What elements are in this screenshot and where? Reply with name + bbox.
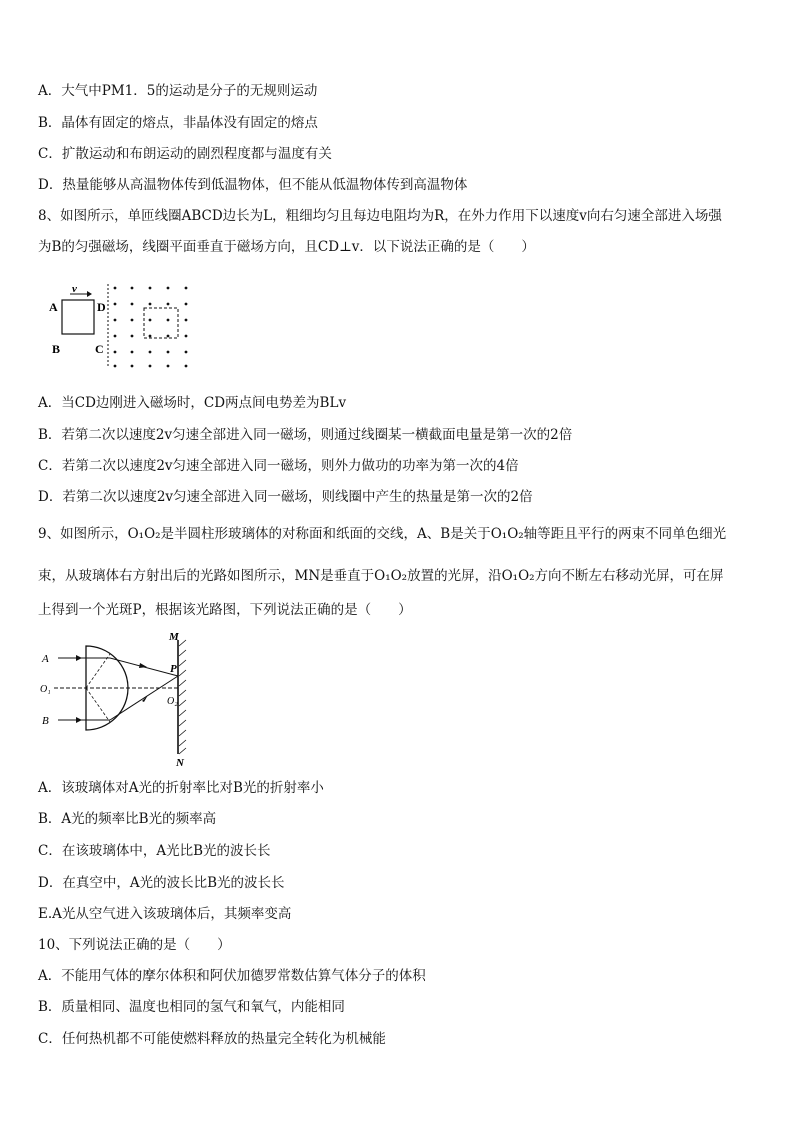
- label-A: A: [49, 300, 58, 314]
- q9-option-c: C．在该玻璃体中，A光比B光的波长长: [38, 843, 271, 859]
- q10-option-a: A．不能用气体的摩尔体积和阿伏加德罗常数估算气体分子的体积: [38, 968, 426, 984]
- q8-option-b: B．若第二次以速度2v匀速全部进入同一磁场，则通过线圈某一横截面电量是第一次的2倍: [38, 427, 573, 443]
- q10-stem: 10、下列说法正确的是（ ）: [38, 937, 231, 953]
- q9-stem-line1: 9、如图所示，O₁O₂是半圆柱形玻璃体的对称面和纸面的交线，A、B是关于O₁O₂轴等距且平行的两束不同单色细光: [38, 526, 727, 542]
- q8-option-d: D．若第二次以速度2v匀速全部进入同一磁场，则线圈中产生的热量是第一次的2倍: [38, 489, 533, 505]
- q9-option-a: A．该玻璃体对A光的折射率比对B光的折射率小: [38, 780, 324, 796]
- label-O2: O₂: [167, 696, 178, 707]
- q7-option-a: A．大气中PM1．5的运动是分子的无规则运动: [38, 83, 318, 99]
- coil-final-position: [144, 308, 178, 338]
- q7-option-c: C．扩散运动和布朗运动的剧烈程度都与温度有关: [38, 146, 332, 162]
- q9-option-d: D．在真空中，A光的波长比B光的波长长: [38, 875, 285, 891]
- q8-option-c: C．若第二次以速度2v匀速全部进入同一磁场，则外力做功的功率为第一次的4倍: [38, 458, 519, 474]
- q9-option-e: E.A光从空气进入该玻璃体后，其频率变高: [38, 906, 292, 922]
- label-C: C: [95, 342, 104, 356]
- q7-option-d: D．热量能够从高温物体传到低温物体，但不能从低温物体传到高温物体: [38, 177, 468, 193]
- label-M: M: [169, 631, 179, 643]
- q8-option-a: A．当CD边刚进入磁场时，CD两点间电势差为BLv: [38, 395, 347, 411]
- q9-option-b: B．A光的频率比B光的频率高: [38, 811, 217, 827]
- q10-option-b: B．质量相同、温度也相同的氢气和氧气，内能相同: [38, 999, 345, 1015]
- coil-square: [62, 300, 94, 334]
- label-B: B: [42, 715, 49, 727]
- q9-figure: [36, 628, 206, 768]
- q10-option-c: C．任何热机都不可能使燃料释放的热量完全转化为机械能: [38, 1031, 386, 1047]
- label-A: A: [42, 653, 49, 665]
- q9-stem-line3: 上得到一个光斑P，根据该光路图，下列说法正确的是（ ）: [38, 602, 412, 618]
- label-O1: O₁: [40, 684, 51, 695]
- label-P: P: [170, 663, 177, 675]
- label-D: D: [97, 300, 106, 314]
- q8-stem-line2: 为B的匀强磁场，线圈平面垂直于磁场方向，且CD⊥v．以下说法正确的是（ ）: [38, 239, 535, 255]
- q8-stem-line1: 8、如图所示，单匝线圈ABCD边长为L，粗细均匀且每边电阻均为R，在外力作用下以速度v向右匀速全部进入场强: [38, 208, 722, 224]
- screen-hatching: [179, 640, 186, 754]
- q8-figure: [40, 280, 200, 372]
- q7-option-b: B．晶体有固定的熔点，非晶体没有固定的熔点: [38, 115, 318, 131]
- magnetic-field-dots: [114, 287, 188, 368]
- q9-stem-line2: 束，从玻璃体右方射出后的光路如图所示，MN是垂直于O₁O₂放置的光屏，沿O₁O₂方向不断左右移动光屏，可在屏: [38, 568, 724, 584]
- label-N: N: [176, 757, 184, 768]
- label-v: v: [72, 283, 77, 295]
- label-B: B: [52, 342, 61, 356]
